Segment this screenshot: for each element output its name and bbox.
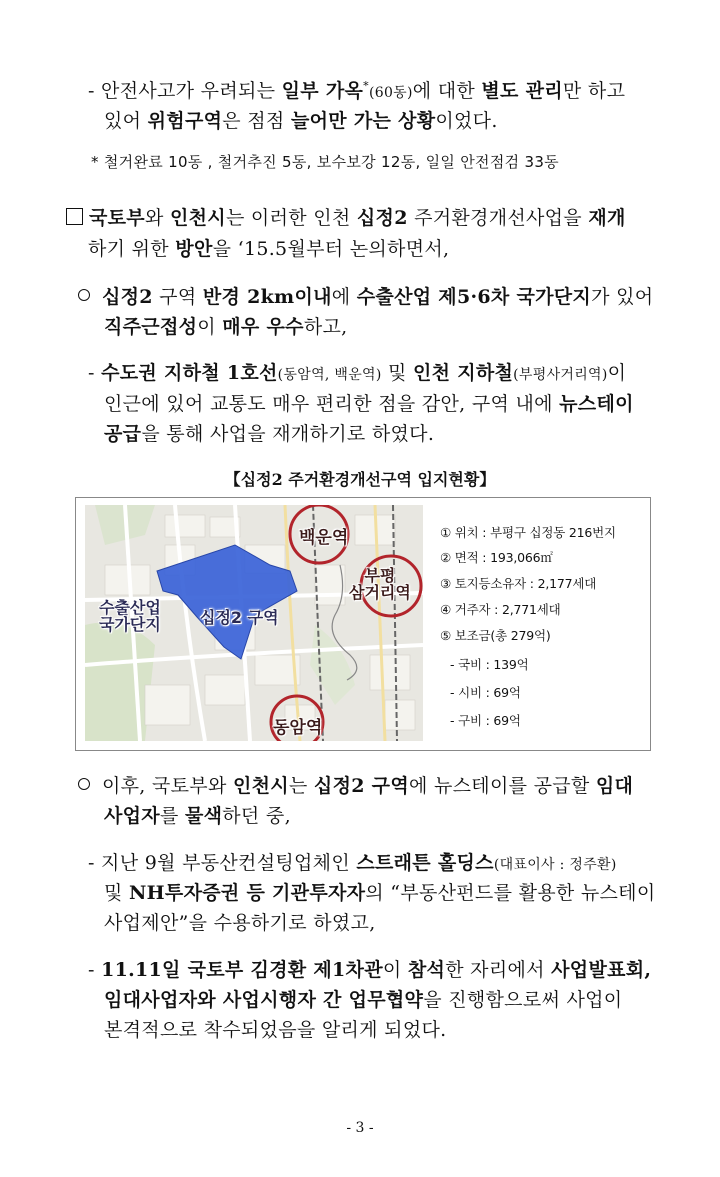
text-bold: 별도 관리	[481, 80, 563, 102]
text-bold: NH투자증권 등 기관투자자	[129, 882, 366, 904]
text-bold: 공급	[104, 423, 142, 445]
text: 을 통해 사업을 재개하기로 하였다.	[141, 423, 435, 445]
info-subsidy-national: - 국비 : 139억	[450, 657, 529, 672]
text: 를	[159, 805, 185, 827]
text-bold: 사업자	[104, 805, 160, 827]
text: 이	[197, 316, 223, 338]
text: - 지난 9월 부동산컨설팅업체인	[88, 852, 357, 874]
para6-line3	[104, 910, 376, 936]
text-small: (부평사거리역)	[513, 367, 608, 383]
page-number: - 3 -	[346, 1120, 374, 1136]
text-small: (동암역, 백운역)	[277, 367, 382, 383]
para1-line1	[88, 78, 625, 106]
text: 하던 중,	[222, 805, 291, 827]
text: 구역	[152, 286, 203, 308]
map-label-export-complex: 수출산업 국가단지	[99, 598, 161, 634]
para1-note: * 철거완료 10동 , 철거추진 5동, 보수보강 12동, 일일 안전점검 33동	[91, 153, 559, 171]
para7-line2	[104, 987, 622, 1013]
text: 에	[331, 286, 357, 308]
info-area: ② 면적 : 193,066㎡	[440, 550, 553, 565]
para4-line1	[88, 360, 626, 388]
text-bold: 11.11일 국토부 김경환 제1차관	[101, 959, 383, 981]
text-bold: 스트래튼 홀딩스	[356, 852, 494, 874]
text: 있어	[104, 110, 148, 132]
text: 한 자리에서	[445, 959, 552, 981]
square-bullet-icon	[66, 208, 83, 225]
text-bold: 참석	[407, 959, 446, 981]
info-residents: ④ 거주자 : 2,771세대	[440, 602, 561, 617]
text-bold: 국토부	[89, 207, 145, 229]
map-label-zone: 십정2 구역	[200, 608, 279, 627]
info-subsidy-total: ⑤ 보조금(총 279억)	[440, 628, 551, 643]
text: 에 대한	[412, 80, 482, 102]
text-small: (대표이사 : 정주환)	[493, 857, 617, 873]
text: 가 있어	[591, 286, 654, 308]
para3-line1	[78, 284, 653, 310]
text: 본격적으로 착수되었음을 알리게 되었다.	[104, 1019, 447, 1041]
text-bold: 방안	[175, 238, 213, 260]
text-bold: 수도권 지하철 1호선	[101, 362, 278, 384]
text-bold: 인천시	[169, 207, 226, 229]
text: 사업제안”을 수용하기로 하였고,	[104, 912, 376, 934]
info-landowners: ③ 토지등소유자 : 2,177세대	[440, 576, 597, 591]
text: 인근에 있어 교통도 매우 편리한 점을 감안, 구역 내에	[104, 393, 560, 415]
text: 의 “부동산펀드를 활용한 뉴스테이	[365, 882, 656, 904]
text-bold: 물색	[184, 805, 223, 827]
map-label-dongam-station: 동암역	[273, 718, 323, 738]
text: -	[88, 362, 102, 384]
text: 및	[104, 882, 129, 904]
para6-line1	[88, 850, 617, 878]
location-map	[85, 505, 423, 741]
text: 하기 위한	[88, 238, 176, 260]
info-subsidy-district: - 구비 : 69억	[450, 713, 521, 728]
text-bold: 임대	[595, 775, 634, 797]
para6-line2	[104, 880, 656, 906]
text: 을 ‘15.5월부터 논의하면서,	[212, 238, 450, 260]
map-label-baekun-station: 백운역	[299, 528, 349, 548]
text: 및	[381, 362, 413, 384]
text-bold: 사업발표회,	[551, 959, 652, 981]
text: 와	[144, 207, 170, 229]
text-bold: 재개	[588, 207, 626, 229]
text: 이	[607, 362, 627, 384]
text-bold: 수출산업 제5·6차 국가단지	[356, 286, 592, 308]
text: 만 하고	[562, 80, 626, 102]
text-small: (60동)	[368, 85, 413, 101]
text-bold: 인천시	[232, 775, 289, 797]
circle-bullet-icon	[78, 289, 90, 301]
para2-line2	[88, 236, 449, 262]
info-location: ① 위치 : 부평구 십정동 216번지	[440, 525, 616, 540]
figure-caption: 【십정2 주거환경개선구역 입지현황】	[224, 470, 496, 489]
text-bold: 위험구역	[147, 110, 223, 132]
text-bold: 일부 가옥	[281, 80, 364, 102]
text: 이었다.	[435, 110, 498, 132]
text: 을 진행함으로써 사업이	[423, 989, 623, 1011]
text: 에 뉴스테이를 공급할	[408, 775, 596, 797]
para7-line3	[104, 1017, 446, 1043]
footnote-marker: *	[363, 79, 369, 93]
text: 은 점점	[222, 110, 291, 132]
location-figure	[75, 497, 651, 751]
para3-line2	[104, 314, 347, 340]
text-bold: 매우 우수	[222, 316, 304, 338]
para7-line1	[88, 957, 651, 983]
circle-bullet-icon	[78, 778, 90, 790]
text: - 안전사고가 우려되는	[88, 80, 282, 102]
text-bold: 반경 2km이내	[202, 286, 332, 308]
text: 주거환경개선사업을	[407, 207, 589, 229]
text-bold: 늘어만 가는 상황	[290, 110, 436, 132]
map-label-bupyeong-station: 부평 삼거리역	[349, 566, 411, 602]
text-bold: 임대사업자와 사업시행자 간 업무협약	[104, 989, 424, 1011]
text-bold: 십정2	[102, 286, 153, 308]
text: 는 이러한 인천	[225, 207, 357, 229]
text-bold: 직주근접성	[104, 316, 198, 338]
text: 하고,	[303, 316, 348, 338]
text-bold: 인천 지하철	[412, 362, 514, 384]
para1-line2	[104, 108, 498, 134]
text-bold: 뉴스테이	[559, 393, 634, 415]
text: 이	[382, 959, 408, 981]
para4-line2	[104, 391, 634, 417]
text: 는	[288, 775, 314, 797]
para5-line2	[104, 803, 291, 829]
text-bold: 십정2	[356, 207, 408, 229]
text: 이후, 국토부와	[102, 775, 233, 797]
text-bold: 십정2 구역	[313, 775, 409, 797]
para2-line1	[66, 205, 626, 231]
para5-line1	[78, 773, 633, 799]
text: -	[88, 959, 102, 981]
para4-line3	[104, 421, 434, 447]
info-subsidy-city: - 시비 : 69억	[450, 685, 521, 700]
